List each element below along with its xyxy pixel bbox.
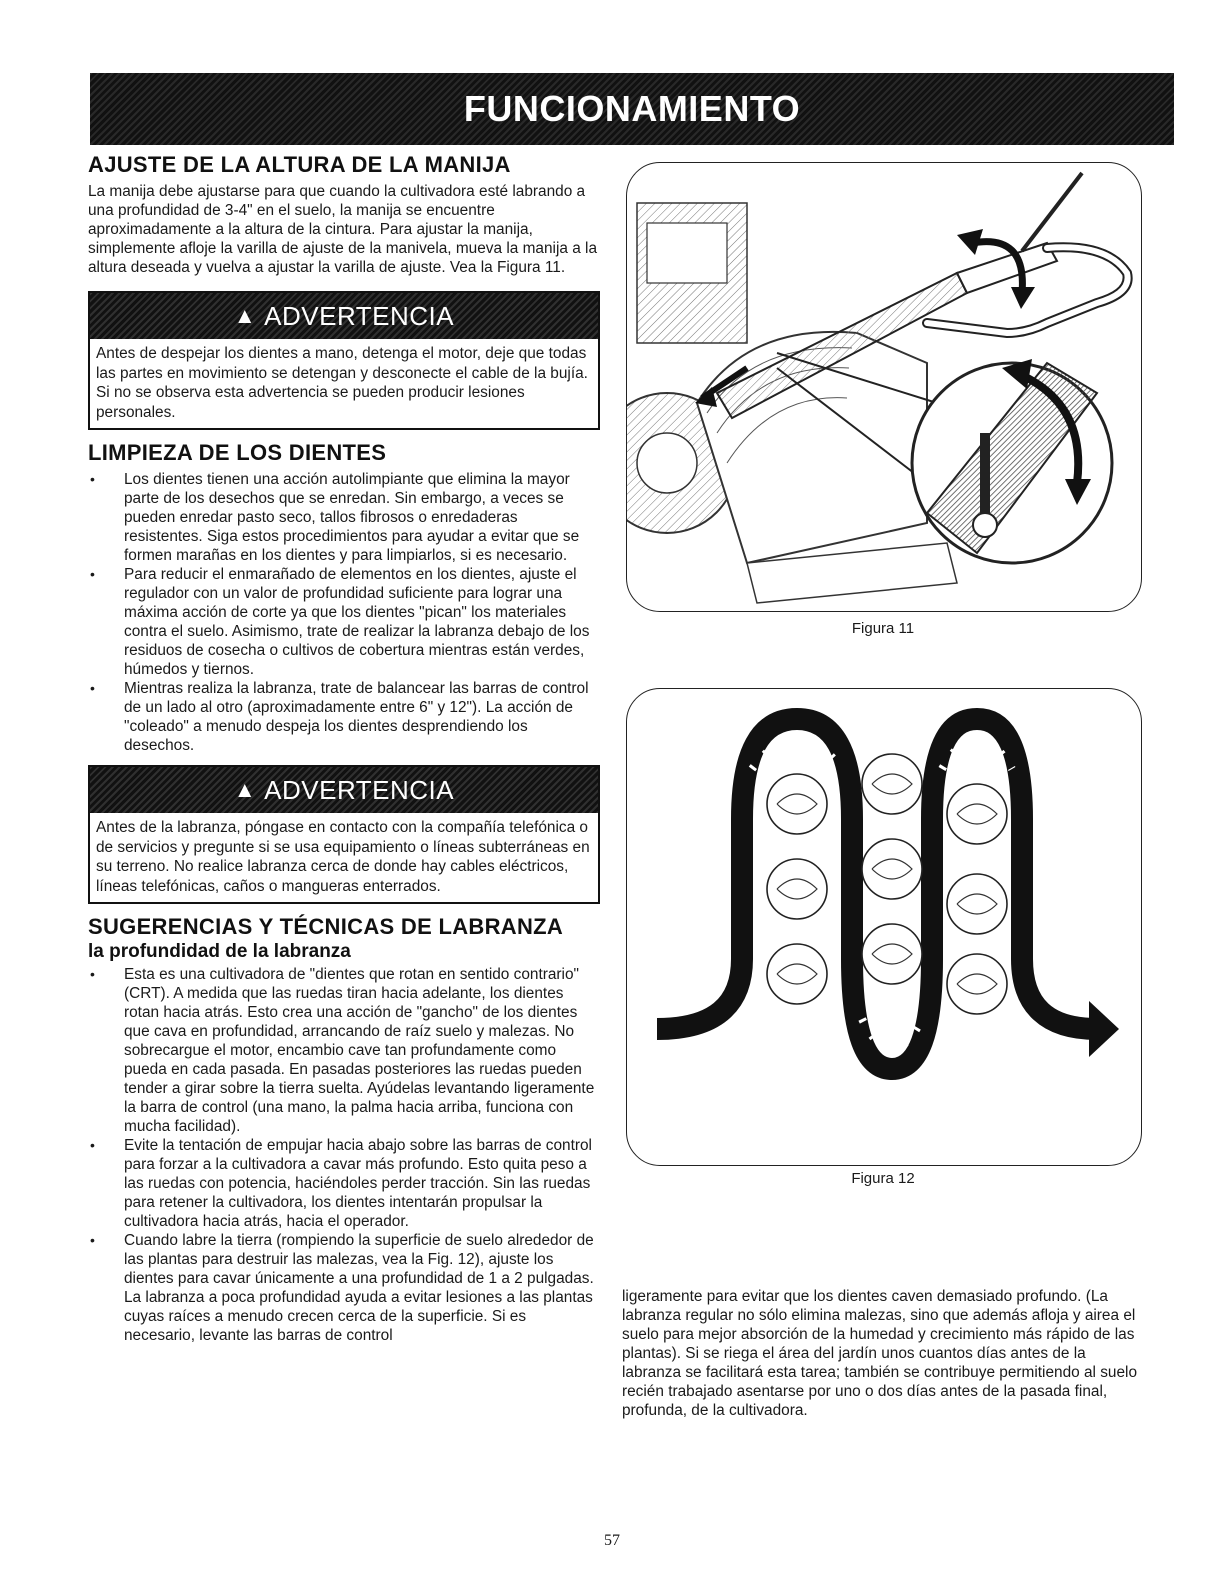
tilling-tips-list xyxy=(88,965,600,1345)
tine-cleaning-list xyxy=(88,470,600,755)
list-item: • Evite la tentación de empujar hacia abajo sobre las barras de control para forzar a la cultivadora a cavar más profundo. Esto quita peso a las ruedas con potencia, haciéndoles perder tracción. Sin las ruedas para retener la cultivadora, los dientes intentarán propulsar la cultivadora hacia atrás, hacia el operador. xyxy=(88,1136,600,1231)
warning-header-1 xyxy=(90,293,598,339)
page-number: 57 xyxy=(604,1532,620,1549)
warning-label-1: ADVERTENCIA xyxy=(264,300,455,331)
list-item: • Mientras realiza la labranza, trate de balancear las barras de control de un lado al otro (aproximadamente entre 6" y 12"). La acción de "coleado" a menudo despeja los dientes desprendiendo los desechos. xyxy=(88,679,600,755)
heading-handle-height: AJUSTE DE LA ALTURA DE LA MANIJA xyxy=(88,152,511,177)
list-item: • Los dientes tienen una acción autolimpiante que elimina la mayor parte de los desechos que se enredan. Sin embargo, a veces se pueden enredar pasto seco, tallos fibrosos o enredaderas resistentes. Siga estos procedimientos para ayudar a evitar que se formen marañas en los dientes y para limpiarlos, si es necesario. xyxy=(88,470,600,565)
left-column xyxy=(88,152,600,1345)
subheading-tilling-depth: la profundidad de la labranza xyxy=(88,941,351,962)
warning-triangle-icon: ▲ xyxy=(233,303,257,328)
figure-12 xyxy=(626,688,1142,1166)
list-item: • Esta es una cultivadora de "dientes que rotan en sentido contrario" (CRT). A medida que las ruedas tiran hacia adelante, los dientes rotan hacia atrás. Esto crea una acción de "gancho" de los dientes que cava en profundidad, arrancando de raíz suelo y malezas. No sobrecargue el motor, encambio cave tan profundamente como pueda en cada pasada. En pasadas posteriores las ruedas pueden tender a girar sobre la tierra suelta. Ayúdelas levantando ligeramente la barra de control (una mano, la palma hacia arriba, funciona con mucha facilidad). xyxy=(88,965,600,1136)
serpentine-tilling-path-illustration xyxy=(627,689,1141,1165)
warning-box-2 xyxy=(88,765,600,904)
warning-triangle-icon: ▲ xyxy=(233,777,257,802)
continuation-column xyxy=(622,1287,1147,1420)
figure-11 xyxy=(626,162,1142,612)
figure-11-caption: Figura 11 xyxy=(851,620,915,637)
heading-tine-cleaning: LIMPIEZA DE LOS DIENTES xyxy=(88,440,387,465)
section-banner xyxy=(90,73,1174,145)
handle-height-text: La manija debe ajustarse para que cuando la cultivadora esté labrando a una profundidad de 3-4" en el suelo, la manija se encuentre aproximadamente a la altura de la cintura. Para ajustar la manija, simplemente afloje la varilla de ajuste de la manivela, mueva la manija a la altura deseada y vuelva a ajustar la varilla de ajuste. Vea la Figura 11. xyxy=(88,183,598,276)
list-item: • Cuando labre la tierra (rompiendo la superficie de suelo alrededor de las plantas para destruir las malezas, vea la Fig. 12), ajuste los dientes para cavar únicamente a una profundidad de 1 a 2 pulgadas. La labranza a poca profundidad ayuda a evitar lesiones a las plantas cuyas raíces a menudo crecen cerca de la superficie. Si es necesario, levante las barras de control xyxy=(88,1231,600,1345)
list-item: • Para reducir el enmarañado de elementos en los dientes, ajuste el regulador con un valor de profundidad suficiente para lograr una máxima acción de corte ya que los dientes "pican" los materiales contra el suelo. Asimismo, trate de realizar la labranza debajo de los residuos de cosecha o cultivos de cobertura mientras están verdes, húmedos y tiernos. xyxy=(88,565,600,679)
banner-title: FUNCIONAMIENTO xyxy=(463,88,801,129)
warning-box-1 xyxy=(88,291,600,430)
warning-label-2: ADVERTENCIA xyxy=(264,774,455,805)
warning-text-2: Antes de la labranza, póngase en contacto con la compañía telefónica o de servicios y pregunte si se usa equipamiento o líneas subterráneas en su terreno. No realice labranza cerca de donde hay cables eléctricos, líneas telefónicas, caños o mangueras enterrados. xyxy=(96,819,590,895)
warning-header-2 xyxy=(90,767,598,813)
tiller-handle-illustration xyxy=(627,163,1141,611)
warning-text-1: Antes de despejar los dientes a mano, detenga el motor, deje que todas las partes en movimiento se detengan y desconecte el cable de la bujía. Si no se observa esta advertencia se pueden producir lesiones personales. xyxy=(96,345,588,421)
figure-12-caption: Figura 12 xyxy=(851,1170,915,1187)
heading-tilling-tips: SUGERENCIAS Y TÉCNICAS DE LABRANZA xyxy=(88,914,564,939)
continuation-text: ligeramente para evitar que los dientes caven demasiado profundo. (La labranza regular no sólo elimina malezas, sino que además afloja y airea el suelo para mejor absorción de la humedad y crecimiento más rápido de las plantas). Si se riega el área del jardín unos cuantos días antes de la labranza se facilitará esta tarea; también se contribuye permitiendo al suelo recién trabajado asentarse por uno o dos días antes de la pasada final, profunda, de la cultivadora. xyxy=(622,1288,1138,1419)
